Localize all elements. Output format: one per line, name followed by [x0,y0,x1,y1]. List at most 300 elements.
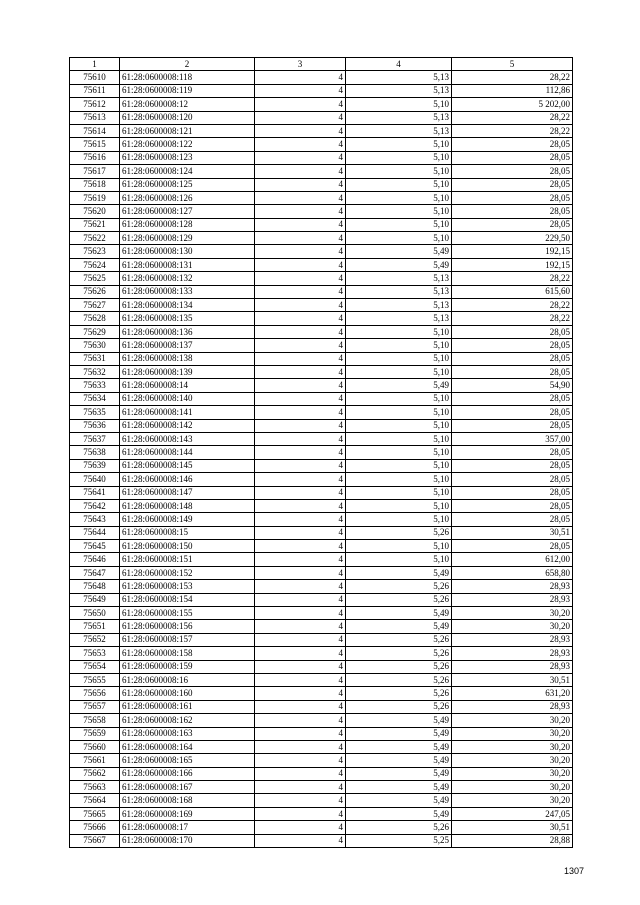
table-row [70,459,573,472]
cadastral-number-cell: 61:28:0600008:148 [120,499,255,512]
cadastral-number-cell: 61:28:0600008:140 [120,392,255,405]
table-row [70,218,573,231]
rate-cell: 5,10 [346,486,452,499]
table-row [70,111,573,124]
value-cell: 30,20 [452,740,573,753]
row-number-cell: 75621 [70,218,120,231]
table-body [70,71,573,848]
rate-cell: 5,49 [346,754,452,767]
rate-cell: 5,10 [346,392,452,405]
cadastral-number-cell: 61:28:0600008:15 [120,526,255,539]
row-number-cell: 75617 [70,165,120,178]
rate-cell: 5,26 [346,673,452,686]
row-number-cell: 75662 [70,767,120,780]
rate-cell: 5,49 [346,566,452,579]
category-cell: 4 [255,687,346,700]
category-cell: 4 [255,553,346,566]
cadastral-number-cell: 61:28:0600008:132 [120,272,255,285]
rate-cell: 5,26 [346,526,452,539]
cadastral-number-cell: 61:28:0600008:128 [120,218,255,231]
category-cell: 4 [255,714,346,727]
row-number-cell: 75640 [70,473,120,486]
value-cell: 28,05 [452,540,573,553]
value-cell: 28,05 [452,325,573,338]
row-number-cell: 75630 [70,339,120,352]
value-cell: 192,15 [452,258,573,271]
table-row [70,245,573,258]
cadastral-number-cell: 61:28:0600008:164 [120,740,255,753]
value-cell: 30,51 [452,673,573,686]
category-cell: 4 [255,138,346,151]
value-cell: 192,15 [452,245,573,258]
value-cell: 28,93 [452,580,573,593]
category-cell: 4 [255,459,346,472]
rate-cell: 5,10 [346,499,452,512]
category-cell: 4 [255,98,346,111]
cadastral-number-cell: 61:28:0600008:158 [120,647,255,660]
row-number-cell: 75645 [70,540,120,553]
rate-cell: 5,10 [346,151,452,164]
table-row [70,432,573,445]
table-row [70,191,573,204]
value-cell: 112,86 [452,84,573,97]
category-cell: 4 [255,124,346,137]
table-row [70,620,573,633]
category-cell: 4 [255,392,346,405]
row-number-cell: 75612 [70,98,120,111]
cadastral-number-cell: 61:28:0600008:147 [120,486,255,499]
category-cell: 4 [255,406,346,419]
category-cell: 4 [255,446,346,459]
table-row [70,339,573,352]
row-number-cell: 75627 [70,299,120,312]
rate-cell: 5,10 [346,339,452,352]
category-cell: 4 [255,325,346,338]
value-cell: 28,93 [452,633,573,646]
category-cell: 4 [255,299,346,312]
value-cell: 28,05 [452,513,573,526]
registry-table [69,57,573,848]
table-row [70,673,573,686]
row-number-cell: 75634 [70,392,120,405]
value-cell: 30,51 [452,821,573,834]
table-row [70,540,573,553]
table-row [70,607,573,620]
rate-cell: 5,10 [346,446,452,459]
row-number-cell: 75631 [70,352,120,365]
category-cell: 4 [255,660,346,673]
rate-cell: 5,49 [346,245,452,258]
cadastral-number-cell: 61:28:0600008:134 [120,299,255,312]
rate-cell: 5,13 [346,124,452,137]
value-cell: 54,90 [452,379,573,392]
table-row [70,446,573,459]
cadastral-number-cell: 61:28:0600008:118 [120,71,255,84]
cadastral-number-cell: 61:28:0600008:168 [120,794,255,807]
row-number-cell: 75650 [70,607,120,620]
category-cell: 4 [255,607,346,620]
table-row [70,821,573,834]
table-row [70,727,573,740]
row-number-cell: 75667 [70,834,120,847]
value-cell: 247,05 [452,807,573,820]
category-cell: 4 [255,513,346,526]
table-row [70,285,573,298]
cadastral-number-cell: 61:28:0600008:144 [120,446,255,459]
rate-cell: 5,13 [346,84,452,97]
row-number-cell: 75663 [70,781,120,794]
cadastral-number-cell: 61:28:0600008:142 [120,419,255,432]
cadastral-number-cell: 61:28:0600008:124 [120,165,255,178]
rate-cell: 5,13 [346,71,452,84]
rate-cell: 5,49 [346,807,452,820]
row-number-cell: 75647 [70,566,120,579]
cadastral-number-cell: 61:28:0600008:122 [120,138,255,151]
rate-cell: 5,26 [346,821,452,834]
row-number-cell: 75613 [70,111,120,124]
rate-cell: 5,26 [346,580,452,593]
value-cell: 28,05 [452,419,573,432]
category-cell: 4 [255,647,346,660]
table-row [70,553,573,566]
table-row [70,379,573,392]
cadastral-number-cell: 61:28:0600008:154 [120,593,255,606]
value-cell: 28,05 [452,365,573,378]
value-cell: 229,50 [452,232,573,245]
category-cell: 4 [255,365,346,378]
cadastral-number-cell: 61:28:0600008:143 [120,432,255,445]
cadastral-number-cell: 61:28:0600008:141 [120,406,255,419]
table-row [70,124,573,137]
rate-cell: 5,10 [346,205,452,218]
row-number-cell: 75629 [70,325,120,338]
table-row [70,794,573,807]
value-cell: 28,22 [452,71,573,84]
value-cell: 615,60 [452,285,573,298]
value-cell: 30,20 [452,754,573,767]
cadastral-number-cell: 61:28:0600008:119 [120,84,255,97]
rate-cell: 5,25 [346,834,452,847]
rate-cell: 5,10 [346,218,452,231]
row-number-cell: 75641 [70,486,120,499]
row-number-cell: 75643 [70,513,120,526]
rate-cell: 5,10 [346,165,452,178]
rate-cell: 5,10 [346,325,452,338]
cadastral-number-cell: 61:28:0600008:125 [120,178,255,191]
rate-cell: 5,13 [346,272,452,285]
cadastral-number-cell: 61:28:0600008:151 [120,553,255,566]
rate-cell: 5,10 [346,138,452,151]
value-cell: 28,05 [452,165,573,178]
value-cell: 30,51 [452,526,573,539]
cadastral-number-cell: 61:28:0600008:166 [120,767,255,780]
table-row [70,205,573,218]
rate-cell: 5,49 [346,767,452,780]
value-cell: 28,05 [452,392,573,405]
row-number-cell: 75658 [70,714,120,727]
header-col-4: 4 [346,58,452,71]
cadastral-number-cell: 61:28:0600008:150 [120,540,255,553]
category-cell: 4 [255,620,346,633]
rate-cell: 5,49 [346,794,452,807]
row-number-cell: 75626 [70,285,120,298]
row-number-cell: 75619 [70,191,120,204]
rate-cell: 5,10 [346,459,452,472]
table-row [70,151,573,164]
table-row [70,593,573,606]
value-cell: 28,05 [452,459,573,472]
row-number-cell: 75653 [70,647,120,660]
table-row [70,714,573,727]
row-number-cell: 75664 [70,794,120,807]
cadastral-number-cell: 61:28:0600008:127 [120,205,255,218]
cadastral-number-cell: 61:28:0600008:12 [120,98,255,111]
cadastral-number-cell: 61:28:0600008:159 [120,660,255,673]
rate-cell: 5,49 [346,781,452,794]
rate-cell: 5,10 [346,513,452,526]
cadastral-number-cell: 61:28:0600008:129 [120,232,255,245]
row-number-cell: 75610 [70,71,120,84]
cadastral-number-cell: 61:28:0600008:170 [120,834,255,847]
rate-cell: 5,10 [346,540,452,553]
cadastral-number-cell: 61:28:0600008:16 [120,673,255,686]
rate-cell: 5,10 [346,406,452,419]
row-number-cell: 75654 [70,660,120,673]
rate-cell: 5,10 [346,365,452,378]
value-cell: 28,05 [452,486,573,499]
rate-cell: 5,26 [346,700,452,713]
value-cell: 28,05 [452,205,573,218]
table-row [70,580,573,593]
category-cell: 4 [255,794,346,807]
cadastral-number-cell: 61:28:0600008:162 [120,714,255,727]
category-cell: 4 [255,165,346,178]
value-cell: 28,93 [452,593,573,606]
row-number-cell: 75618 [70,178,120,191]
row-number-cell: 75637 [70,432,120,445]
value-cell: 28,05 [452,473,573,486]
value-cell: 30,20 [452,714,573,727]
rate-cell: 5,10 [346,191,452,204]
rate-cell: 5,13 [346,299,452,312]
rate-cell: 5,49 [346,379,452,392]
rate-cell: 5,49 [346,714,452,727]
value-cell: 28,05 [452,151,573,164]
cadastral-number-cell: 61:28:0600008:126 [120,191,255,204]
table-row [70,84,573,97]
category-cell: 4 [255,740,346,753]
table-row [70,740,573,753]
category-cell: 4 [255,593,346,606]
cadastral-number-cell: 61:28:0600008:138 [120,352,255,365]
row-number-cell: 75656 [70,687,120,700]
value-cell: 28,22 [452,124,573,137]
table-row [70,807,573,820]
rate-cell: 5,10 [346,553,452,566]
category-cell: 4 [255,727,346,740]
cadastral-number-cell: 61:28:0600008:133 [120,285,255,298]
rate-cell: 5,26 [346,633,452,646]
row-number-cell: 75625 [70,272,120,285]
table-row [70,138,573,151]
category-cell: 4 [255,232,346,245]
table-row [70,392,573,405]
cadastral-number-cell: 61:28:0600008:153 [120,580,255,593]
row-number-cell: 75623 [70,245,120,258]
rate-cell: 5,26 [346,687,452,700]
cadastral-number-cell: 61:28:0600008:17 [120,821,255,834]
category-cell: 4 [255,486,346,499]
row-number-cell: 75666 [70,821,120,834]
rate-cell: 5,10 [346,178,452,191]
row-number-cell: 75635 [70,406,120,419]
row-number-cell: 75611 [70,84,120,97]
category-cell: 4 [255,499,346,512]
category-cell: 4 [255,540,346,553]
category-cell: 4 [255,633,346,646]
table-row [70,406,573,419]
cadastral-number-cell: 61:28:0600008:149 [120,513,255,526]
row-number-cell: 75642 [70,499,120,512]
cadastral-number-cell: 61:28:0600008:123 [120,151,255,164]
row-number-cell: 75657 [70,700,120,713]
row-number-cell: 75660 [70,740,120,753]
row-number-cell: 75615 [70,138,120,151]
header-col-1: 1 [70,58,120,71]
row-number-cell: 75616 [70,151,120,164]
table-row [70,754,573,767]
category-cell: 4 [255,258,346,271]
cadastral-number-cell: 61:28:0600008:167 [120,781,255,794]
category-cell: 4 [255,781,346,794]
row-number-cell: 75633 [70,379,120,392]
row-number-cell: 75622 [70,232,120,245]
row-number-cell: 75646 [70,553,120,566]
table-row [70,98,573,111]
category-cell: 4 [255,218,346,231]
value-cell: 28,05 [452,218,573,231]
rate-cell: 5,49 [346,740,452,753]
category-cell: 4 [255,205,346,218]
value-cell: 28,05 [452,499,573,512]
category-cell: 4 [255,178,346,191]
cadastral-number-cell: 61:28:0600008:136 [120,325,255,338]
table-row [70,71,573,84]
cadastral-number-cell: 61:28:0600008:139 [120,365,255,378]
cadastral-number-cell: 61:28:0600008:135 [120,312,255,325]
table-row [70,258,573,271]
table-row [70,767,573,780]
cadastral-number-cell: 61:28:0600008:137 [120,339,255,352]
page-number: 1307 [563,866,584,876]
value-cell: 30,20 [452,727,573,740]
table-row [70,473,573,486]
rate-cell: 5,13 [346,285,452,298]
category-cell: 4 [255,339,346,352]
rate-cell: 5,10 [346,98,452,111]
cadastral-number-cell: 61:28:0600008:156 [120,620,255,633]
rate-cell: 5,10 [346,473,452,486]
row-number-cell: 75628 [70,312,120,325]
rate-cell: 5,49 [346,607,452,620]
value-cell: 28,22 [452,111,573,124]
row-number-cell: 75661 [70,754,120,767]
category-cell: 4 [255,821,346,834]
category-cell: 4 [255,84,346,97]
rate-cell: 5,10 [346,419,452,432]
value-cell: 28,88 [452,834,573,847]
rate-cell: 5,49 [346,620,452,633]
category-cell: 4 [255,754,346,767]
table-row [70,513,573,526]
row-number-cell: 75665 [70,807,120,820]
category-cell: 4 [255,673,346,686]
header-row [70,58,573,71]
cadastral-number-cell: 61:28:0600008:169 [120,807,255,820]
value-cell: 30,20 [452,781,573,794]
cadastral-number-cell: 61:28:0600008:160 [120,687,255,700]
cadastral-number-cell: 61:28:0600008:131 [120,258,255,271]
table-row [70,352,573,365]
category-cell: 4 [255,191,346,204]
value-cell: 28,93 [452,660,573,673]
table-row [70,299,573,312]
table-row [70,633,573,646]
category-cell: 4 [255,700,346,713]
cadastral-number-cell: 61:28:0600008:155 [120,607,255,620]
table-row [70,165,573,178]
value-cell: 28,05 [452,339,573,352]
category-cell: 4 [255,566,346,579]
cadastral-number-cell: 61:28:0600008:161 [120,700,255,713]
category-cell: 4 [255,312,346,325]
table-row [70,834,573,847]
cadastral-number-cell: 61:28:0600008:120 [120,111,255,124]
rate-cell: 5,13 [346,312,452,325]
row-number-cell: 75632 [70,365,120,378]
table-row [70,312,573,325]
category-cell: 4 [255,834,346,847]
row-number-cell: 75636 [70,419,120,432]
cadastral-number-cell: 61:28:0600008:121 [120,124,255,137]
cadastral-number-cell: 61:28:0600008:146 [120,473,255,486]
table-row [70,566,573,579]
category-cell: 4 [255,245,346,258]
cadastral-number-cell: 61:28:0600008:157 [120,633,255,646]
table-row [70,419,573,432]
value-cell: 658,80 [452,566,573,579]
value-cell: 28,22 [452,299,573,312]
rate-cell: 5,26 [346,647,452,660]
value-cell: 612,00 [452,553,573,566]
header-col-5: 5 [452,58,573,71]
cadastral-number-cell: 61:28:0600008:130 [120,245,255,258]
table-row [70,486,573,499]
category-cell: 4 [255,352,346,365]
row-number-cell: 75649 [70,593,120,606]
category-cell: 4 [255,432,346,445]
table-row [70,700,573,713]
value-cell: 30,20 [452,620,573,633]
rate-cell: 5,10 [346,232,452,245]
table-row [70,687,573,700]
rate-cell: 5,10 [346,432,452,445]
header-col-2: 2 [120,58,255,71]
row-number-cell: 75652 [70,633,120,646]
cadastral-number-cell: 61:28:0600008:152 [120,566,255,579]
table-row [70,660,573,673]
value-cell: 28,93 [452,700,573,713]
